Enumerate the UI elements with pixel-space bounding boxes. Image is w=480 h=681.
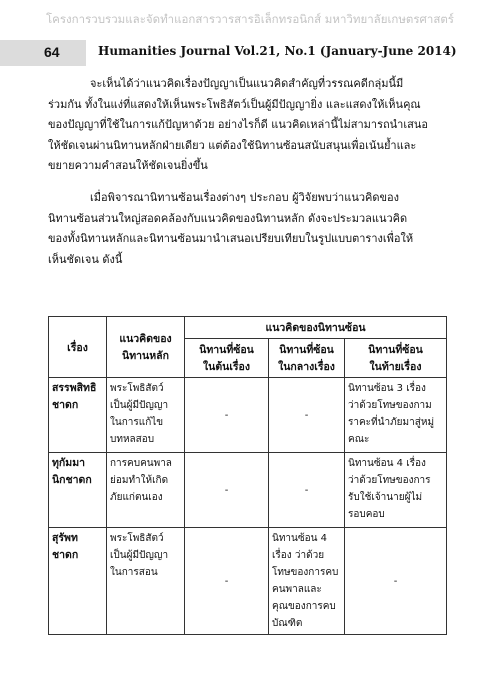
paragraph-2: [48, 188, 448, 270]
main-concept-cell: [107, 453, 185, 528]
beginning-cell: -: [185, 528, 269, 635]
watermark: โครงการวบรวมและจัดทำแอกสารวารสารอิเล็กทรอนิกส์ มหาวิทยาลัยเกษตรศาสตร์: [46, 12, 454, 26]
table-row: [49, 453, 447, 528]
header-beginning: [185, 339, 269, 378]
cell-text: นิทานซ้อน 4 เรื่อง: [348, 458, 426, 469]
cell-text: พระโพธิสัตว์: [110, 533, 164, 544]
cell-text: คนพาลและ: [272, 584, 322, 595]
text-line: ของทั้งนิทานหลักและนิทานซ้อนมานำเสนอเปรียบเทียบในรูปแบบตารางเพื่อให้: [48, 232, 414, 245]
middle-cell: -: [269, 378, 345, 453]
middle-cell: [269, 528, 345, 635]
text-line: ของปัญญาที่ใช้ในการแก้ปัญหาด้วย อย่างไรก็ดี แนวคิดเหล่านี้ไม่สามารถนำเสนอ: [48, 118, 428, 131]
cell-text: ทุกัมมา: [52, 457, 86, 469]
cell-text: สรรพสิทธิ: [52, 382, 97, 394]
header-middle: [269, 339, 345, 378]
text-line: ขยายความคำสอนให้ชัดเจนยิ่งขึ้น: [48, 159, 208, 172]
text-line: ร่วมกัน ทั้งในแง่ที่แสดงให้เห็นพระโพธิสัตว์เป็นผู้มีปัญญายิ่ง และแสดงให้เห็นคุณ: [48, 97, 421, 111]
page-number: 64: [44, 44, 60, 60]
table-row: [49, 378, 447, 453]
cell-text: นิทานซ้อน 3 เรื่อง: [348, 383, 426, 394]
cell-text: ชาดก: [52, 549, 79, 561]
beginning-cell: -: [185, 453, 269, 528]
page-number-bar: [0, 40, 86, 66]
cell-text: บัณฑิต: [272, 618, 303, 629]
text-line: ให้ชัดเจนผ่านนิทานหลักฝ่ายเดียว แต่ต้องใช้นิทานซ้อนสนับสนุนเพื่อเน้นย้ำและ: [48, 138, 417, 152]
cell-text: โทษของการคบ: [272, 567, 339, 578]
cell-text: ย่อมทำให้เกิด: [110, 475, 169, 486]
header-text: นิทานที่ซ้อน: [368, 344, 423, 356]
cell-text: การคบคนพาล: [110, 458, 172, 469]
paragraph-1: [48, 74, 448, 177]
header-text: ในท้ายเรื่อง: [369, 361, 422, 373]
cell-text: ภัยแก่ตนเอง: [110, 492, 163, 503]
comparison-table: [48, 316, 447, 635]
header-nested-tale-concept: แนวคิดของนิทานซ้อน: [185, 317, 447, 339]
cell-text: สุรัพท: [52, 532, 78, 544]
text-line: นิทานซ้อนส่วนใหญ่สอดคล้องกับแนวคิดของนิทานหลัก ดังจะประมวลแนวคิด: [48, 211, 408, 225]
cell-text: ในการแก้ไข: [110, 417, 164, 428]
header-text: แนวคิดของ: [119, 333, 172, 345]
cell-text: คุณของการคบ: [272, 601, 336, 612]
cell-text: บทหลสอบ: [110, 434, 155, 445]
cell-text: นิทานซ้อน 4: [272, 533, 328, 544]
header-text: ในกลางเรื่อง: [278, 361, 335, 373]
main-concept-cell: [107, 528, 185, 635]
cell-text: คณะ: [348, 434, 370, 445]
header-text: นิทานที่ซ้อน: [279, 344, 334, 356]
main-concept-cell: [107, 378, 185, 453]
cell-text: ว่าด้วยโทษของกาม: [348, 400, 432, 411]
running-header: Humanities Journal Vol.21, No.1 (January-June 2014): [98, 44, 457, 58]
cell-text: ราคะที่นำภัยมาสู่หมู่: [348, 417, 435, 428]
text-line: จะเห็นได้ว่าแนวคิดเรื่องปัญญาเป็นแนวคิดสำคัญที่วรรณคดีกลุ่มนี้มี: [90, 77, 404, 90]
header-text: นิทานหลัก: [122, 350, 169, 362]
story-name-cell: [49, 528, 107, 635]
header-text: นิทานที่ซ้อน: [199, 344, 254, 356]
table-row: [49, 528, 447, 635]
text-line: เห็นชัดเจน ดังนี้: [48, 252, 123, 266]
end-cell: [345, 453, 447, 528]
cell-text: ชาดก: [52, 399, 79, 411]
end-cell: [345, 378, 447, 453]
header-main-tale-concept: [107, 317, 185, 378]
cell-text: เป็นผู้มีปัญญา: [110, 550, 169, 561]
header-story: เรื่อง: [49, 317, 107, 378]
cell-text: นิกชาดก: [52, 474, 92, 486]
story-name-cell: [49, 378, 107, 453]
header-end: [345, 339, 447, 378]
cell-text: รอบคอบ: [348, 509, 385, 520]
end-cell: -: [345, 528, 447, 635]
cell-text: ว่าด้วยโทษของการ: [348, 475, 431, 486]
cell-text: พระโพธิสัตว์: [110, 383, 164, 394]
cell-text: เรื่อง ว่าด้วย: [272, 550, 325, 561]
text-line: เมื่อพิจารณานิทานซ้อนเรื่องต่างๆ ประกอบ ผู้วิจัยพบว่าแนวคิดของ: [90, 191, 400, 204]
cell-text: เป็นผู้มีปัญญา: [110, 400, 169, 411]
cell-text: ในการสอน: [110, 567, 158, 578]
middle-cell: -: [269, 453, 345, 528]
header-text: ในต้นเรื่อง: [203, 361, 250, 373]
cell-text: รับใช้เจ้านายผู้ไม่: [348, 492, 423, 503]
beginning-cell: -: [185, 378, 269, 453]
story-name-cell: [49, 453, 107, 528]
